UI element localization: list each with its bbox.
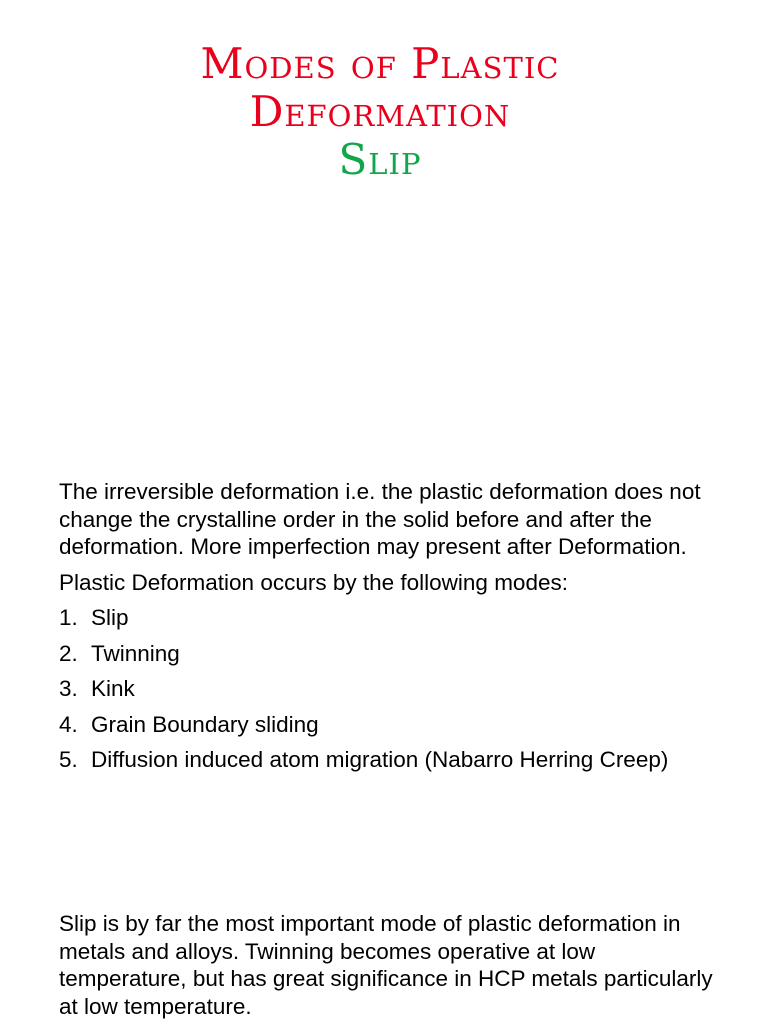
intro-paragraph: The irreversible deformation i.e. the plastic deformation does not change the crystalline order in the solid before and after the deformation. More imperfection may present after Deformation. — [59, 479, 701, 559]
title-line-2: Deformation — [249, 87, 511, 136]
list-item-label: Twinning — [91, 640, 180, 666]
list-item-number: 3. — [59, 676, 78, 701]
list-item-label: Kink — [91, 676, 135, 701]
list-item-number: 1. — [59, 605, 78, 630]
modes-heading: Plastic Deformation occurs by the following modes: — [59, 569, 568, 595]
list-item — [59, 675, 719, 703]
list-item-number: 2. — [59, 640, 78, 666]
modes-list — [59, 604, 719, 774]
body-content — [59, 478, 719, 782]
title-line-1: Modes of Plastic — [200, 39, 560, 88]
list-item — [59, 711, 719, 739]
slide-title — [0, 40, 760, 184]
list-item-number: 4. — [59, 711, 78, 737]
list-item — [59, 604, 719, 632]
list-item-label: Grain Boundary sliding — [91, 711, 319, 737]
title-line-3: Slip — [338, 135, 422, 184]
list-item — [59, 746, 719, 774]
list-item-label: Slip — [91, 605, 129, 630]
list-item-label: Diffusion induced atom migration (Nabarro Herring Creep) — [91, 747, 669, 772]
list-item-number: 5. — [59, 747, 78, 772]
closing-paragraph: Slip is by far the most important mode of plastic deformation in metals and alloys. Twinning becomes operative at low temperature, but has great significance in HCP metals particularly at low temperature. — [59, 911, 713, 1019]
list-item — [59, 640, 719, 668]
